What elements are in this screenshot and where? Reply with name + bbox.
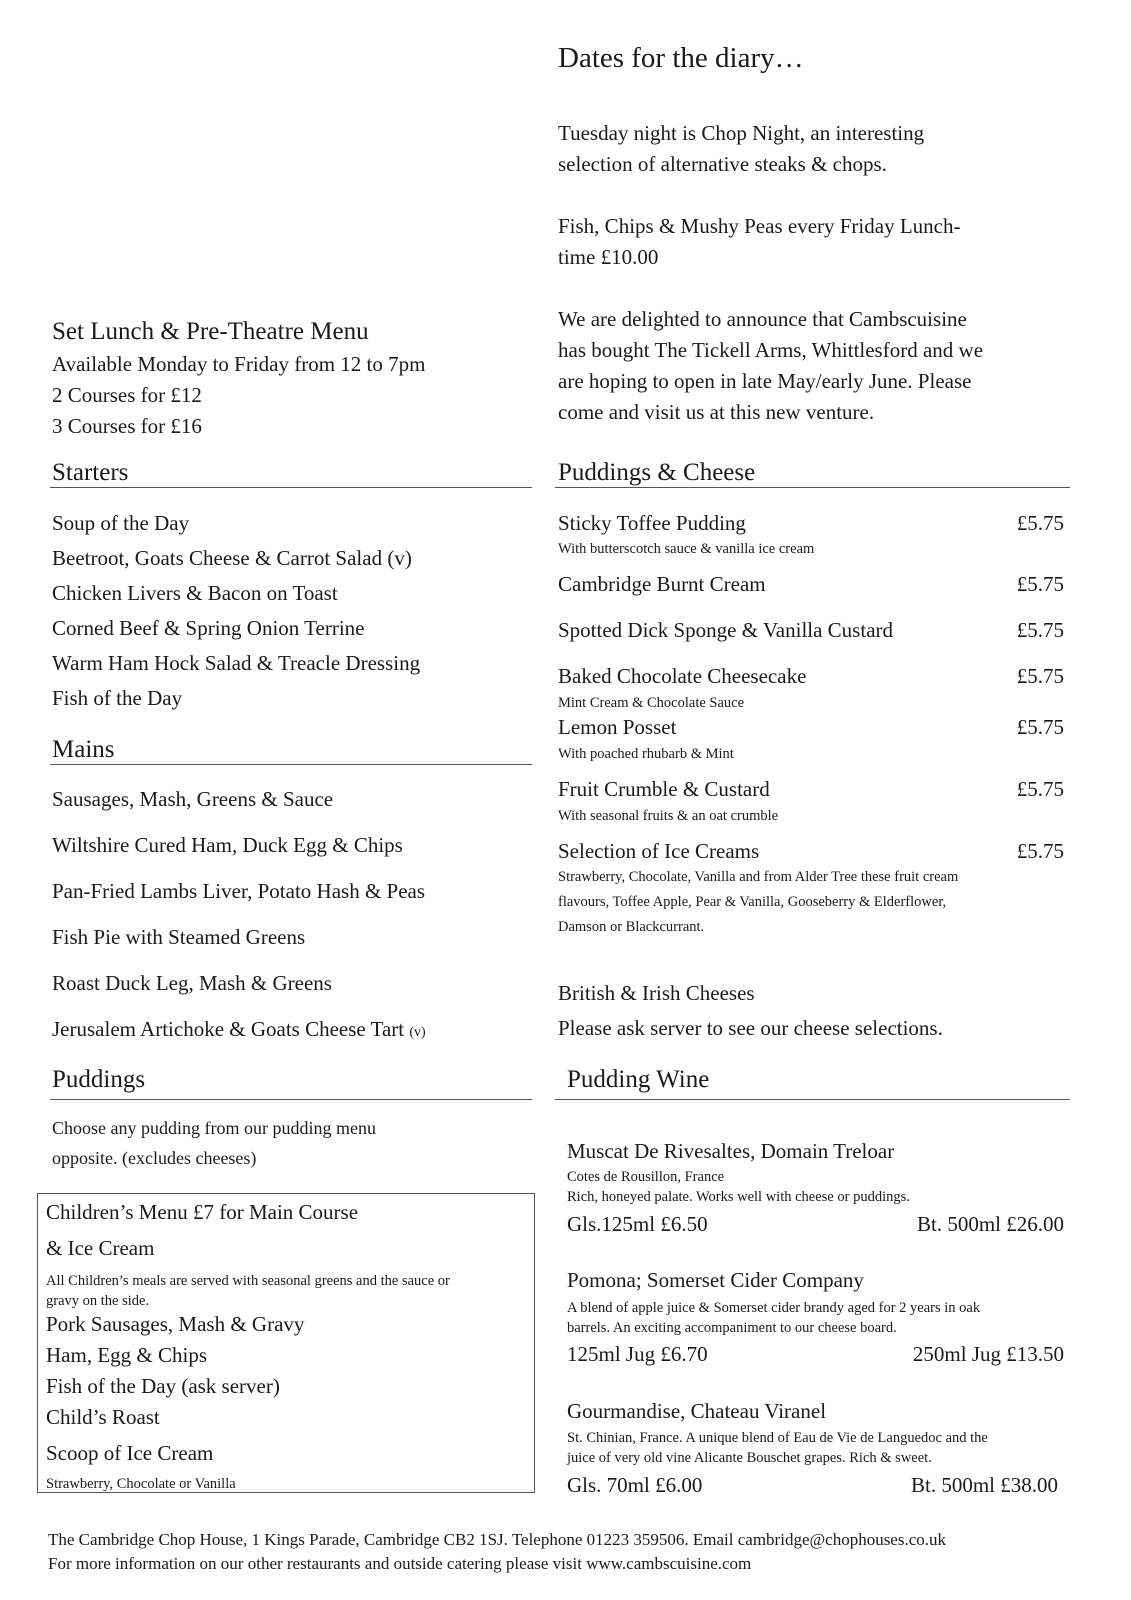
childrens-menu-note: All Children’s meals are served with seasonal greens and the sauce or <box>46 1273 450 1289</box>
pudding-description: Strawberry, Chocolate, Vanilla and from Alder Tree these fruit cream <box>558 869 959 885</box>
diary-text: has bought The Tickell Arms, Whittlesford and we <box>558 338 984 362</box>
pudding-description: With seasonal fruits & an oat crumble <box>558 808 779 824</box>
section-heading: Mains <box>52 736 115 763</box>
diary-text: time £10.00 <box>558 245 659 269</box>
diary-text: come and visit us at this new venture. <box>558 400 875 424</box>
menu-item: Pan-Fried Lambs Liver, Potato Hash & Peas <box>52 879 426 903</box>
wine-description: St. Chinian, France. A unique blend of Eau de Vie de Languedoc and the <box>567 1430 988 1446</box>
menu-item: Warm Ham Hock Salad & Treacle Dressing <box>52 651 421 675</box>
wine-price-bottle: Bt. 500ml £38.00 <box>910 1473 1058 1497</box>
menu-item: Roast Duck Leg, Mash & Greens <box>52 971 332 995</box>
childrens-menu-item: Child’s Roast <box>46 1405 160 1429</box>
childrens-menu-item: Pork Sausages, Mash & Gravy <box>46 1312 305 1336</box>
section-heading: Starters <box>52 459 129 486</box>
pudding-description: Damson or Blackcurrant. <box>558 919 705 935</box>
wine-description: Rich, honeyed palate. Works well with cheese or puddings. <box>567 1189 910 1205</box>
pudding-description: With butterscotch sauce & vanilla ice cream <box>558 541 815 557</box>
divider <box>555 1099 1070 1100</box>
menu-item: Chicken Livers & Bacon on Toast <box>52 581 338 605</box>
diary-text: Fish, Chips & Mushy Peas every Friday Lunch- <box>558 214 961 238</box>
wine-origin: Cotes de Rousillon, France <box>567 1169 725 1185</box>
wine-price-bottle: Bt. 500ml £26.00 <box>916 1212 1064 1236</box>
wine-description: barrels. An exciting accompaniment to our cheese board. <box>567 1320 897 1336</box>
pudding-price: £5.75 <box>1016 572 1064 596</box>
menu-item: Fish of the Day <box>52 686 183 710</box>
menu-item: Beetroot, Goats Cheese & Carrot Salad (v) <box>52 546 412 570</box>
menu-item-label: Jerusalem Artichoke & Goats Cheese Tart <box>52 1017 405 1041</box>
cheese-title: British & Irish Cheeses <box>558 981 755 1005</box>
childrens-menu-title: Children’s Menu £7 for Main Course <box>46 1200 359 1224</box>
wine-name: Gourmandise, Chateau Viranel <box>567 1399 827 1423</box>
childrens-menu-item: Scoop of Ice Cream <box>46 1441 214 1465</box>
pudding-price: £5.75 <box>1016 715 1064 739</box>
set-lunch-title: Set Lunch & Pre-Theatre Menu <box>52 318 369 345</box>
diary-text: Tuesday night is Chop Night, an interesting <box>558 121 925 145</box>
pudding-name: Cambridge Burnt Cream <box>558 572 766 596</box>
divider <box>50 487 532 488</box>
set-lunch-two-courses: 2 Courses for £12 <box>52 383 202 407</box>
menu-item: Fish Pie with Steamed Greens <box>52 925 306 949</box>
set-lunch-availability: Available Monday to Friday from 12 to 7pm <box>52 352 426 376</box>
pudding-name: Selection of Ice Creams <box>558 839 760 863</box>
menu-item <box>52 1017 426 1042</box>
diary-text: are hoping to open in late May/early June. Please <box>558 369 972 393</box>
set-lunch-three-courses: 3 Courses for £16 <box>52 414 202 438</box>
wine-price-glass: Gls. 70ml £6.00 <box>567 1473 703 1497</box>
pudding-description: Mint Cream & Chocolate Sauce <box>558 695 745 711</box>
divider <box>50 1099 532 1100</box>
section-heading: Puddings <box>52 1066 146 1093</box>
pudding-price: £5.75 <box>1016 618 1064 642</box>
childrens-menu-note: gravy on the side. <box>46 1293 150 1309</box>
menu-item: Wiltshire Cured Ham, Duck Egg & Chips <box>52 833 403 857</box>
menu-item: Corned Beef & Spring Onion Terrine <box>52 616 365 640</box>
section-heading: Puddings & Cheese <box>558 459 756 486</box>
pudding-name: Sticky Toffee Pudding <box>558 511 746 535</box>
menu-item: Sausages, Mash, Greens & Sauce <box>52 787 334 811</box>
pudding-name: Baked Chocolate Cheesecake <box>558 664 807 688</box>
wine-price-glass: Gls.125ml £6.50 <box>567 1212 708 1236</box>
childrens-menu-title: & Ice Cream <box>46 1236 155 1260</box>
pudding-name: Spotted Dick Sponge & Vanilla Custard <box>558 618 894 642</box>
footer-address: The Cambridge Chop House, 1 Kings Parade, Cambridge CB2 1SJ. Telephone 01223 359506. Email cambridge@chophouses.co.uk <box>48 1530 947 1549</box>
pudding-price: £5.75 <box>1016 777 1064 801</box>
wine-description: juice of very old vine Alicante Bouschet grapes. Rich & sweet. <box>567 1450 932 1466</box>
divider <box>555 487 1070 488</box>
vegetarian-mark: (v) <box>409 1025 426 1040</box>
wine-name: Pomona; Somerset Cider Company <box>567 1268 864 1292</box>
pudding-price: £5.75 <box>1016 664 1064 688</box>
puddings-note: Choose any pudding from our pudding menu <box>52 1118 376 1138</box>
childrens-menu-item: Fish of the Day (ask server) <box>46 1374 280 1398</box>
menu-item: Soup of the Day <box>52 511 190 535</box>
diary-text: selection of alternative steaks & chops. <box>558 152 887 176</box>
childrens-menu-item: Ham, Egg & Chips <box>46 1343 207 1367</box>
pudding-name: Fruit Crumble & Custard <box>558 777 770 801</box>
wine-price-bottle: 250ml Jug £13.50 <box>912 1342 1064 1366</box>
divider <box>50 764 532 765</box>
pudding-name: Lemon Posset <box>558 715 677 739</box>
puddings-note: opposite. (excludes cheeses) <box>52 1148 257 1168</box>
pudding-description: flavours, Toffee Apple, Pear & Vanilla, Gooseberry & Elderflower, <box>558 894 947 910</box>
pudding-description: With poached rhubarb & Mint <box>558 746 734 762</box>
pudding-price: £5.75 <box>1016 839 1064 863</box>
wine-name: Muscat De Rivesaltes, Domain Treloar <box>567 1139 895 1163</box>
wine-price-glass: 125ml Jug £6.70 <box>567 1342 708 1366</box>
section-heading: Pudding Wine <box>567 1066 710 1093</box>
diary-text: We are delighted to announce that Cambscuisine <box>558 307 967 331</box>
wine-description: A blend of apple juice & Somerset cider brandy aged for 2 years in oak <box>567 1300 981 1316</box>
childrens-menu-note: Strawberry, Chocolate or Vanilla <box>46 1476 236 1492</box>
cheese-note: Please ask server to see our cheese selections. <box>558 1016 943 1040</box>
footer-more-info: For more information on our other restaurants and outside catering please visit www.cambscuisine.com <box>48 1554 752 1573</box>
diary-heading: Dates for the diary… <box>558 42 804 74</box>
pudding-price: £5.75 <box>1016 511 1064 535</box>
